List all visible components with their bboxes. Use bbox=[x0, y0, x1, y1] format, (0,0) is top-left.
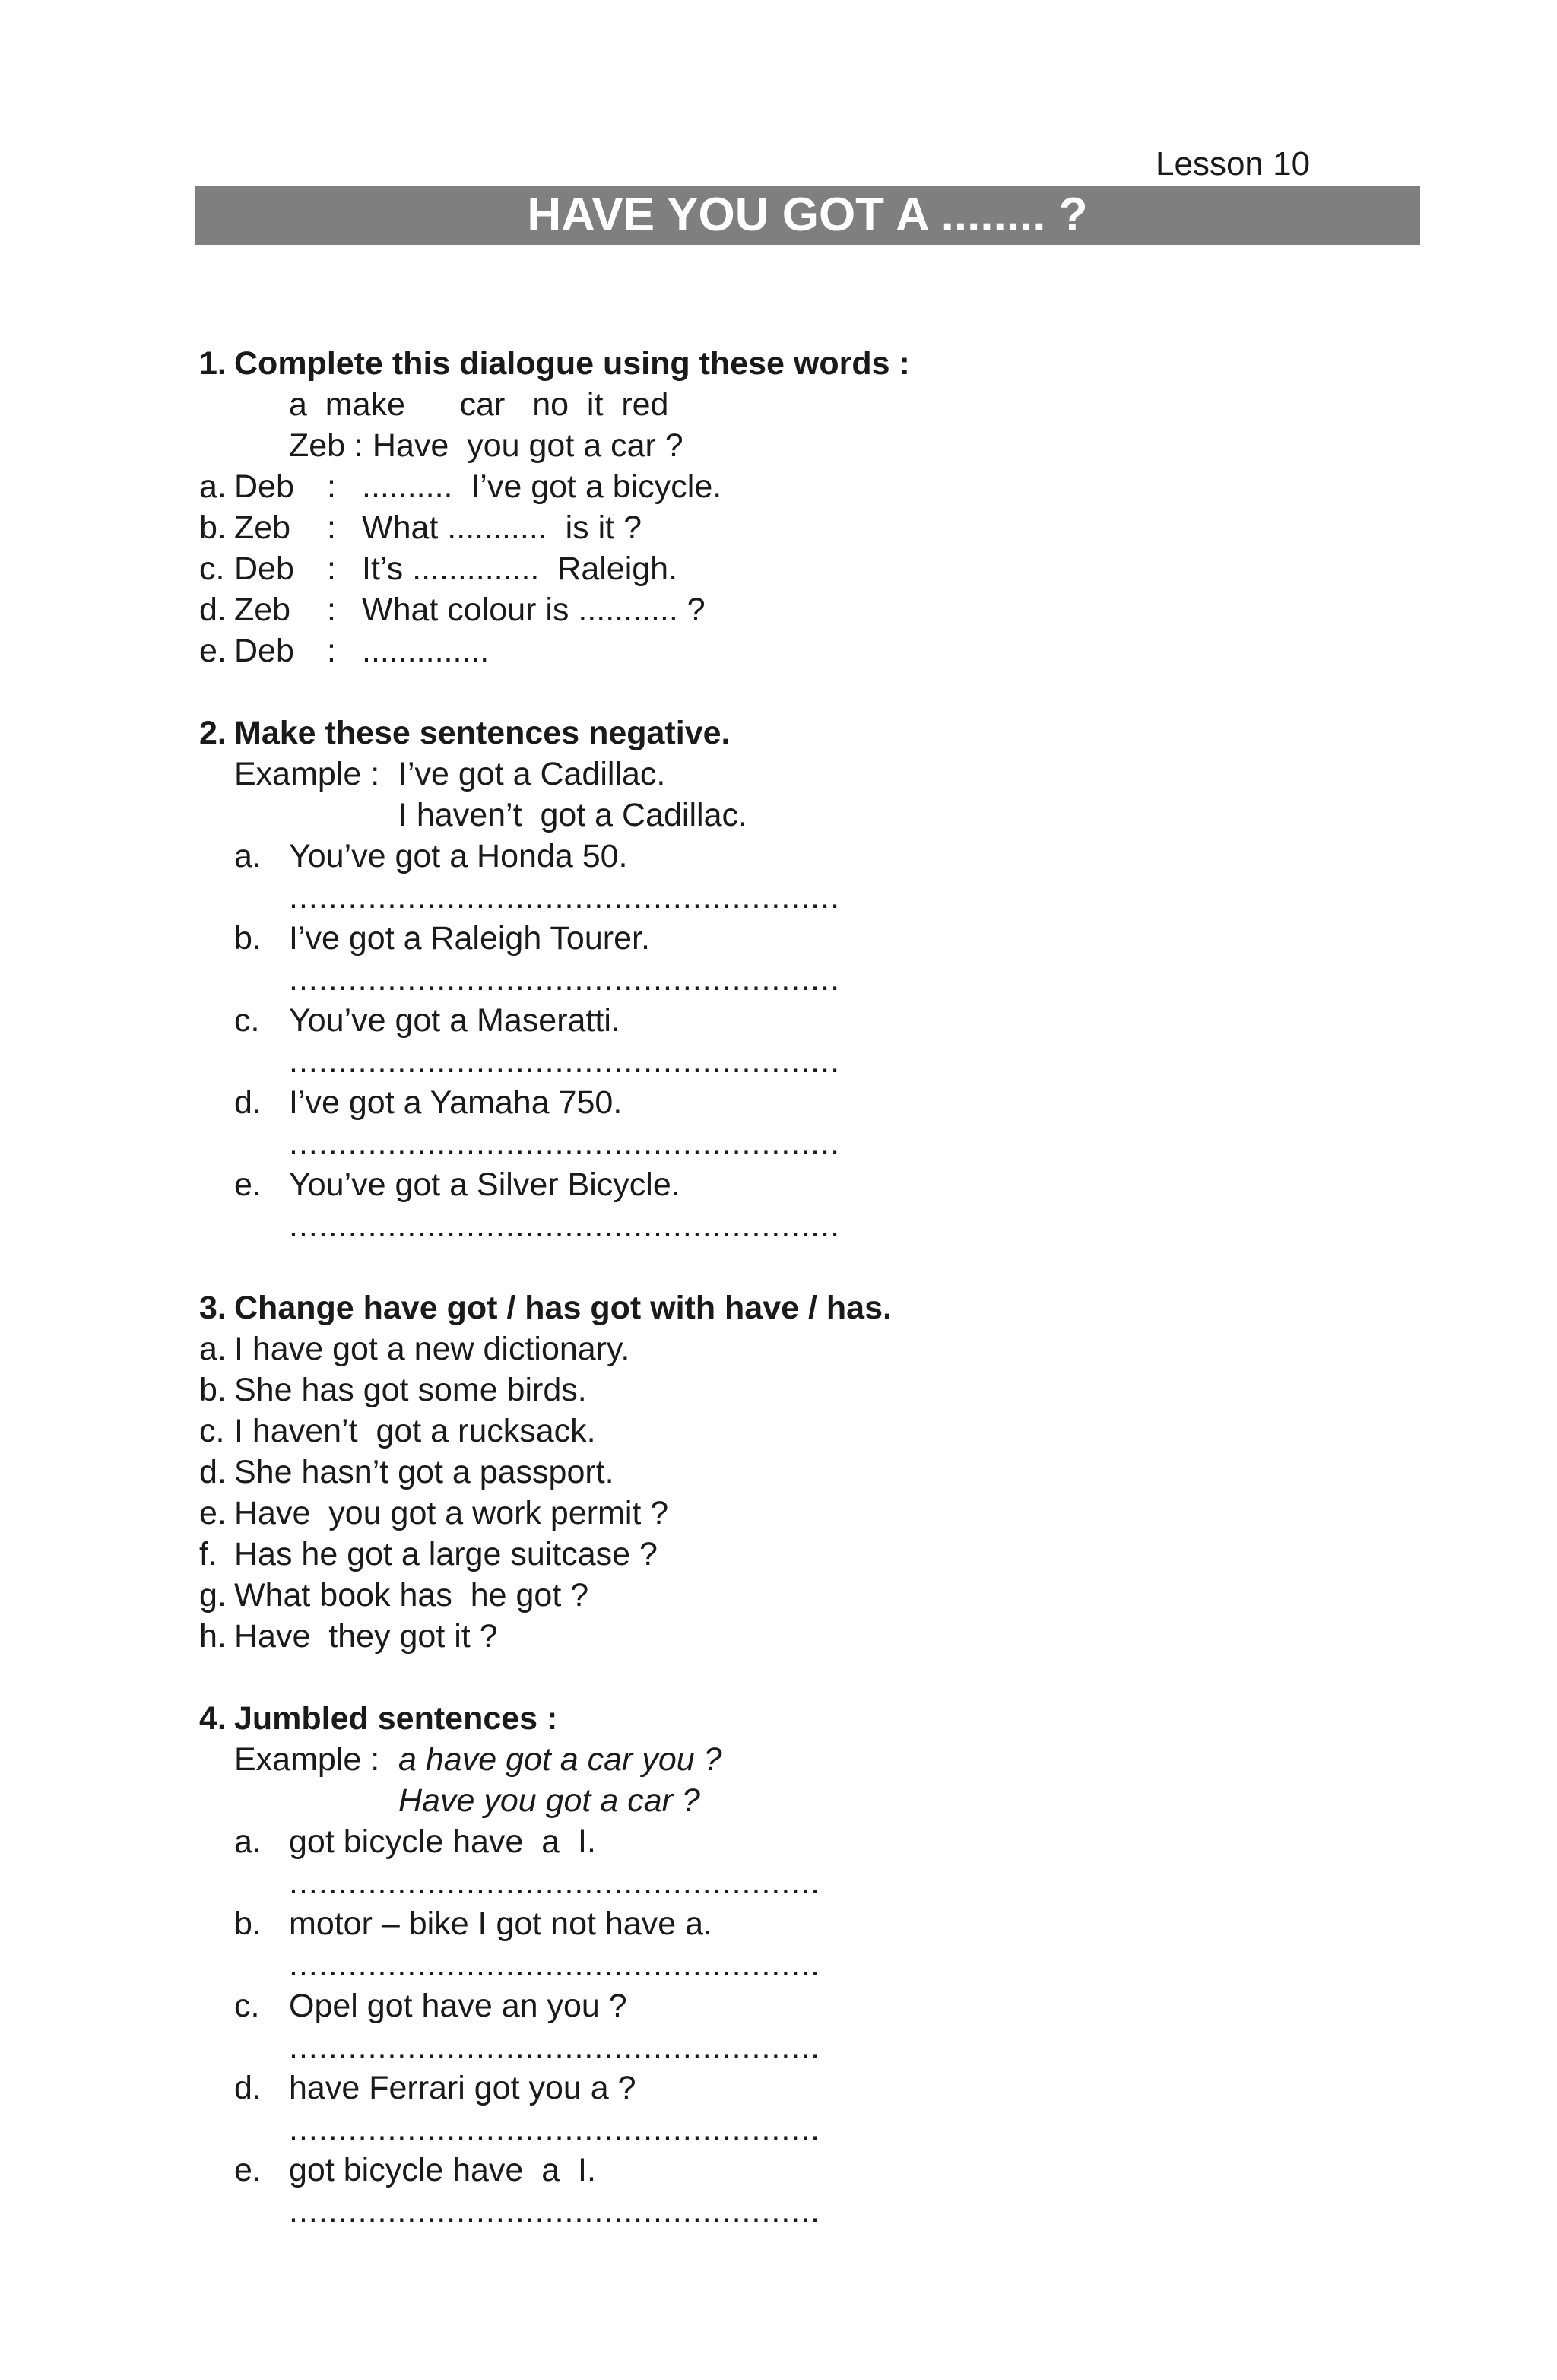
answer-blank: ...................................................... bbox=[289, 1947, 821, 1983]
item-text: She hasn’t got a passport. bbox=[234, 1454, 614, 1490]
answer-blank: ........................................................ bbox=[289, 1207, 841, 1244]
answer-blank: ........................................................ bbox=[289, 1125, 841, 1162]
separator: : bbox=[327, 509, 336, 546]
speaker: Deb bbox=[234, 633, 294, 669]
item-letter: e. bbox=[234, 1166, 262, 1203]
example-question: I’ve got a Cadillac. bbox=[398, 756, 666, 792]
item-text: motor – bike I got not have a. bbox=[289, 1906, 712, 1942]
item-letter: d. bbox=[199, 1454, 227, 1490]
answer-blank: ........................................................ bbox=[289, 1043, 841, 1080]
example-question: a have got a car you ? bbox=[398, 1741, 722, 1778]
item-letter: b. bbox=[199, 1372, 227, 1408]
item-text: I’ve got a Raleigh Tourer. bbox=[289, 920, 650, 957]
speaker: Deb bbox=[234, 468, 294, 505]
speaker: Zeb bbox=[234, 509, 291, 546]
exercise-number: 3. bbox=[199, 1290, 227, 1326]
speaker: Zeb bbox=[234, 592, 291, 628]
item-text: You’ve got a Honda 50. bbox=[289, 838, 628, 874]
answer-blank: ...................................................... bbox=[289, 2111, 821, 2147]
dialogue-text: It’s .............. Raleigh. bbox=[362, 551, 678, 587]
exercise-heading: Make these sentences negative. bbox=[234, 715, 731, 751]
item-text: What book has he got ? bbox=[234, 1577, 589, 1614]
item-text: You’ve got a Silver Bicycle. bbox=[289, 1166, 680, 1203]
item-letter: a. bbox=[234, 1823, 262, 1860]
item-text: Have you got a work permit ? bbox=[234, 1495, 669, 1531]
item-text: Have they got it ? bbox=[234, 1618, 498, 1655]
item-letter: c. bbox=[234, 1988, 260, 2024]
separator: : bbox=[327, 551, 336, 587]
item-text: I’ve got a Yamaha 750. bbox=[289, 1084, 623, 1121]
item-text: Has he got a large suitcase ? bbox=[234, 1536, 658, 1572]
word-bank: a make car no it red bbox=[289, 386, 669, 423]
exercise-heading: Jumbled sentences : bbox=[234, 1700, 558, 1737]
lesson-label: Lesson 10 bbox=[1156, 145, 1311, 182]
exercise-number: 2. bbox=[199, 715, 227, 751]
item-letter: e. bbox=[199, 1495, 227, 1531]
item-text: have Ferrari got you a ? bbox=[289, 2070, 636, 2106]
item-text: got bicycle have a I. bbox=[289, 2152, 596, 2188]
exercise-number: 4. bbox=[199, 1700, 227, 1737]
item-letter: b. bbox=[234, 1906, 262, 1942]
item-text: She has got some birds. bbox=[234, 1372, 587, 1408]
separator: : bbox=[327, 468, 336, 505]
item-letter: c. bbox=[199, 1413, 225, 1449]
item-letter: c. bbox=[199, 551, 225, 587]
answer-blank: ...................................................... bbox=[289, 1864, 821, 1901]
item-letter: a. bbox=[199, 1331, 227, 1367]
example-answer: I haven’t got a Cadillac. bbox=[398, 797, 747, 833]
item-letter: g. bbox=[199, 1577, 227, 1614]
item-text: I have got a new dictionary. bbox=[234, 1331, 630, 1367]
item-text: I haven’t got a rucksack. bbox=[234, 1413, 596, 1449]
item-letter: a. bbox=[199, 468, 227, 505]
dialogue-text: What ........... is it ? bbox=[362, 509, 642, 546]
item-letter: h. bbox=[199, 1618, 227, 1655]
item-text: You’ve got a Maseratti. bbox=[289, 1002, 620, 1039]
item-letter: c. bbox=[234, 1002, 260, 1039]
exercise-heading: Change have got / has got with have / has. bbox=[234, 1290, 892, 1326]
item-letter: d. bbox=[234, 1084, 262, 1121]
answer-blank: ...................................................... bbox=[289, 2193, 821, 2229]
exercise-heading: Complete this dialogue using these words : bbox=[234, 345, 910, 382]
item-letter: d. bbox=[234, 2070, 262, 2106]
dialogue-intro: Zeb : Have you got a car ? bbox=[289, 427, 683, 464]
page-title: HAVE YOU GOT A ........ ? bbox=[195, 186, 1420, 245]
item-letter: b. bbox=[199, 509, 227, 546]
dialogue-text: What colour is ........... ? bbox=[362, 592, 706, 628]
item-letter: f. bbox=[199, 1536, 217, 1572]
example-label: Example : bbox=[234, 756, 380, 792]
item-letter: e. bbox=[234, 2152, 262, 2188]
item-letter: e. bbox=[199, 633, 227, 669]
dialogue-text: .............. bbox=[362, 633, 490, 669]
answer-blank: ........................................................ bbox=[289, 879, 841, 916]
item-text: got bicycle have a I. bbox=[289, 1823, 596, 1860]
item-letter: b. bbox=[234, 920, 262, 957]
answer-blank: ........................................................ bbox=[289, 961, 841, 998]
example-answer: Have you got a car ? bbox=[398, 1782, 700, 1819]
separator: : bbox=[327, 633, 336, 669]
item-letter: a. bbox=[234, 838, 262, 874]
separator: : bbox=[327, 592, 336, 628]
dialogue-text: .......... I’ve got a bicycle. bbox=[362, 468, 722, 505]
speaker: Deb bbox=[234, 551, 294, 587]
example-label: Example : bbox=[234, 1741, 380, 1778]
item-text: Opel got have an you ? bbox=[289, 1988, 627, 2024]
exercise-number: 1. bbox=[199, 345, 227, 382]
item-letter: d. bbox=[199, 592, 227, 628]
answer-blank: ...................................................... bbox=[289, 2029, 821, 2065]
